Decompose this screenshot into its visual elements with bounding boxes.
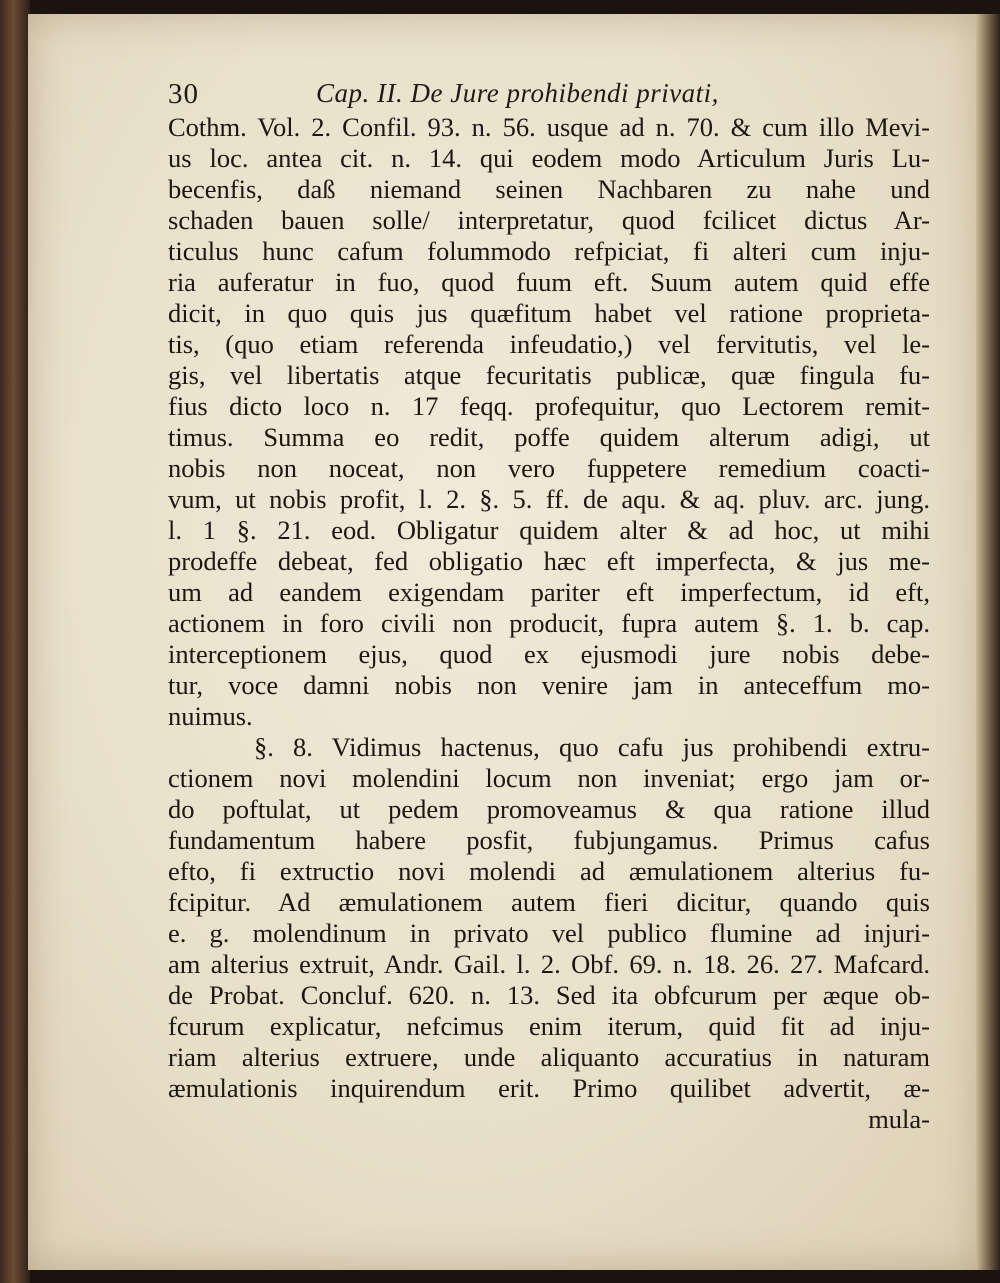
text-line: efto, fi extructio novi molendi ad æmulationem alterius fu- <box>168 856 930 886</box>
text-line: æmulationis inquirendum erit. Primo quilibet advertit, æ- <box>168 1073 930 1103</box>
text-line: schaden bauen solle/ interpretatur, quod fcilicet dictus Ar- <box>168 205 930 235</box>
section-heading-line: §. 8. Vidimus hactenus, quo cafu jus prohibendi extru- <box>254 732 930 762</box>
text-line: um ad eandem exigendam pariter eft imperfectum, id eft, <box>168 577 930 607</box>
running-title: Cap. II. De Jure prohibendi privati, <box>316 78 719 108</box>
book-gutter <box>976 14 1000 1270</box>
text-line: ticulus hunc cafum folummodo refpiciat, fi alteri cum inju- <box>168 236 930 266</box>
text-line: fundamentum habere posfit, fubjungamus. Primus cafus <box>168 825 930 855</box>
text-line: timus. Summa eo redit, poffe quidem alterum adigi, ut <box>168 422 930 452</box>
text-line: am alterius extruit, Andr. Gail. l. 2. Obf. 69. n. 18. 26. 27. Mafcard. <box>168 949 930 979</box>
text-line: fius dicto loco n. 17 feqq. profequitur, quo Lectorem remit- <box>168 391 930 421</box>
text-line: vum, ut nobis profit, l. 2. §. 5. ff. de aqu. & aq. pluv. arc. jung. <box>168 484 930 514</box>
text-line: actionem in foro civili non producit, fupra autem §. 1. b. cap. <box>168 608 930 638</box>
text-line: prodeffe debeat, fed obligatio hæc eft imperfecta, & jus me- <box>168 546 930 576</box>
text-line: tis, (quo etiam referenda infeudatio,) vel fervitutis, vel le- <box>168 329 930 359</box>
text-line: dicit, in quo quis jus quæfitum habet vel ratione proprieta- <box>168 298 930 328</box>
text-line: e. g. molendinum in privato vel publico flumine ad injuri- <box>168 918 930 948</box>
text-line: fcurum explicatur, nefcimus enim iterum, quid fit ad inju- <box>168 1011 930 1041</box>
text-line: interceptionem ejus, quod ex ejusmodi jure nobis debe- <box>168 639 930 669</box>
text-line: l. 1 §. 21. eod. Obligatur quidem alter & ad hoc, ut mihi <box>168 515 930 545</box>
text-line: tur, voce damni nobis non venire jam in anteceffum mo- <box>168 670 930 700</box>
text-line: fcipitur. Ad æmulationem autem fieri dicitur, quando quis <box>168 887 930 917</box>
text-line: becenfis, daß niemand seinen Nachbaren zu nahe und <box>168 174 930 204</box>
text-line: riam alterius extruere, unde aliquanto accuratius in naturam <box>168 1042 930 1072</box>
text-line: ctionem novi molendini locum non inveniat; ergo jam or- <box>168 763 930 793</box>
catchword: mula- <box>868 1104 930 1134</box>
text-line: de Probat. Concluf. 620. n. 13. Sed ita obfcurum per æque ob- <box>168 980 930 1010</box>
body-text <box>168 112 930 1135</box>
text-line: Cothm. Vol. 2. Confil. 93. n. 56. usque ad n. 70. & cum illo Mevi- <box>168 112 930 142</box>
text-line: nobis non noceat, non vero fuppetere remedium coacti- <box>168 453 930 483</box>
book-left-edge <box>0 0 30 1283</box>
text-line: nuimus. <box>168 701 253 731</box>
page-number: 30 <box>168 78 199 110</box>
text-line: do poftulat, ut pedem promoveamus & qua ratione illud <box>168 794 930 824</box>
text-line: gis, vel libertatis atque fecuritatis publicæ, quæ fingula fu- <box>168 360 930 390</box>
text-line: ria auferatur in fuo, quod fuum eft. Suum autem quid effe <box>168 267 930 297</box>
text-line: us loc. antea cit. n. 14. qui eodem modo Articulum Juris Lu- <box>168 143 930 173</box>
